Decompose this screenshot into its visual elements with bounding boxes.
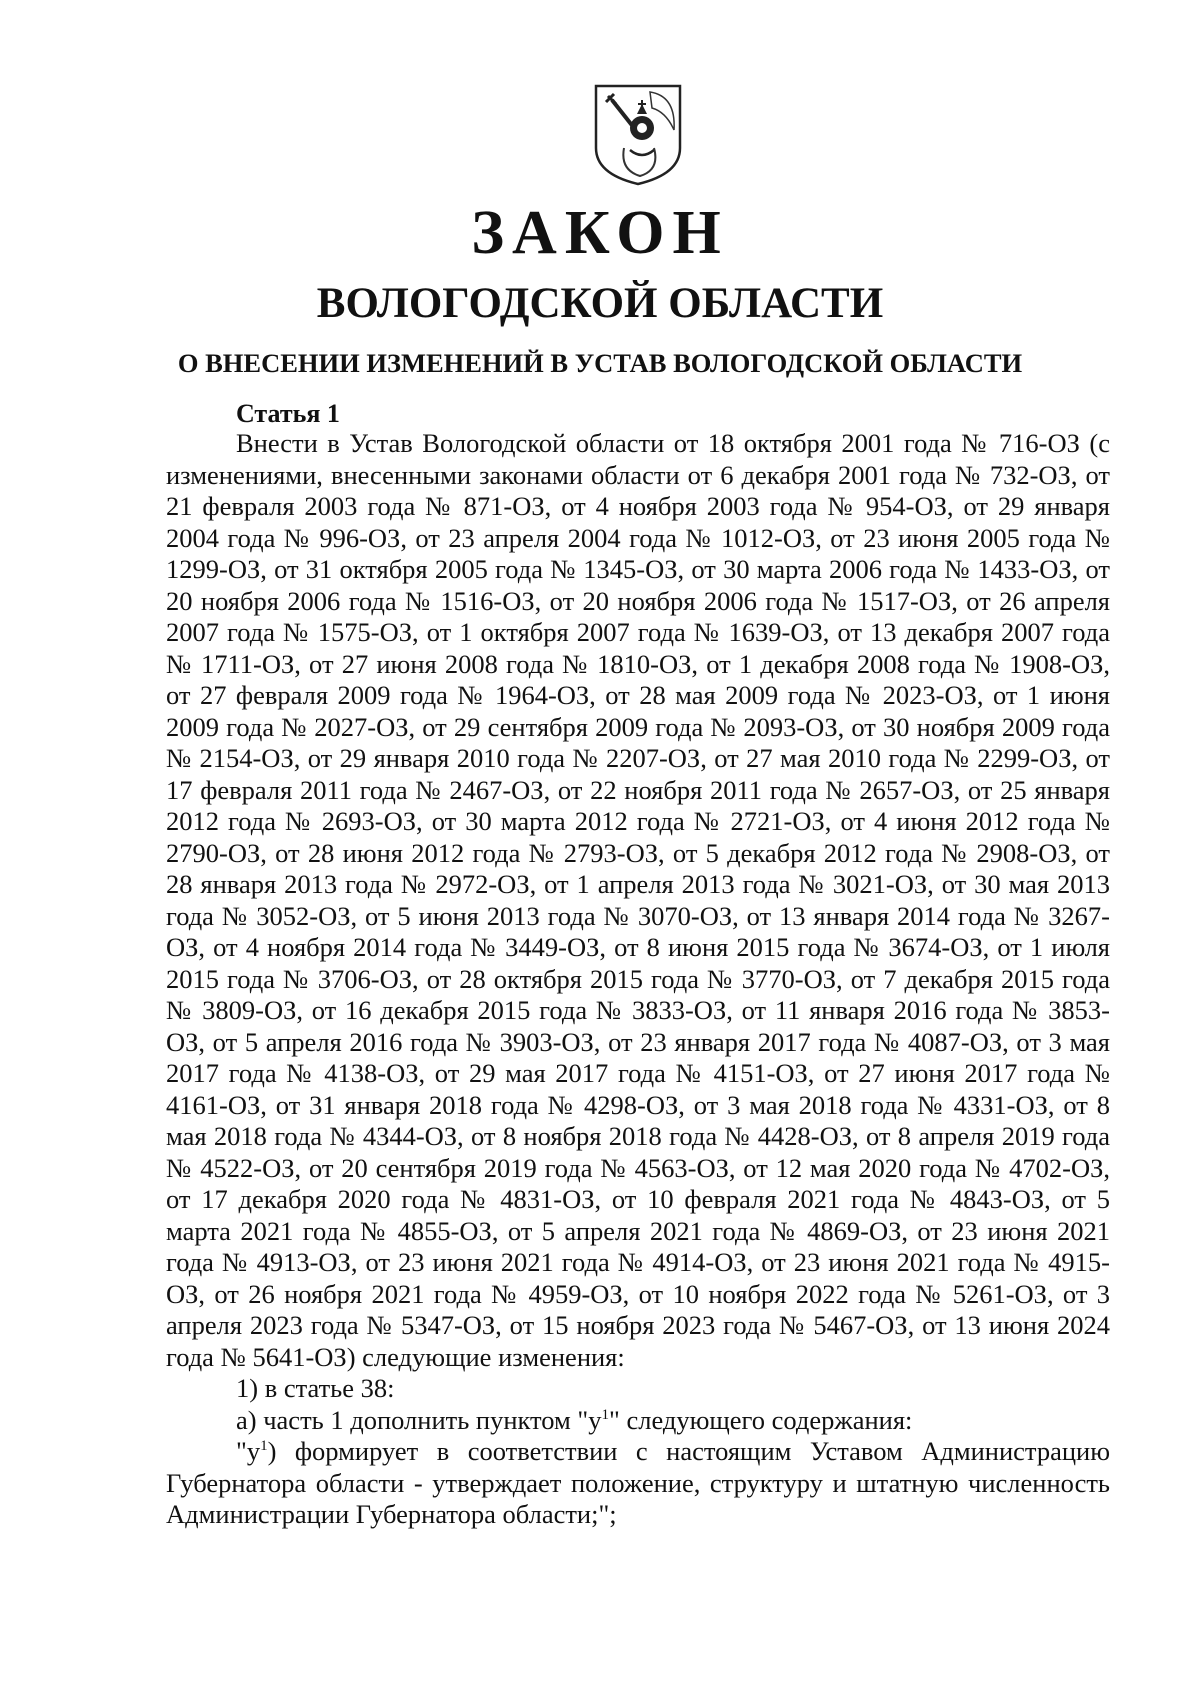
item-1: 1) в статье 38: — [236, 1373, 395, 1403]
law-title: О ВНЕСЕНИИ ИЗМЕНЕНИЙ В УСТАВ ВОЛОГОДСКОЙ ОБЛАСТИ — [177, 348, 1023, 378]
quoted-provision — [166, 1436, 1110, 1531]
quoted-provision-text: ) формирует в соответствии с настоящим Уставом Администрацию Губернатора области - утверждает положение, структуру и штатную численность Администрации Губернатора области;"; — [166, 1436, 1110, 1529]
superscript: 1 — [601, 1406, 610, 1423]
sub-item-a-text: а) часть 1 дополнить пунктом "у — [236, 1404, 602, 1435]
quoted-provision-start: "у — [236, 1436, 261, 1466]
article-intro-paragraph: Внести в Устав Вологодской области от 18 октября 2001 года № 716-ОЗ (с изменениями, внесенными законами области от 6 декабря 2001 года № 732-ОЗ, от 21 февраля 2003 года № 871-ОЗ, от 4 ноября 2003 года № 954-ОЗ, от 29 января 2004 года № 996-ОЗ, от 23 апреля 2004 года № 1012-ОЗ, от 23 июня 2005 года № 1299-ОЗ, от 31 октября 2005 года № 1345-ОЗ, от 30 марта 2006 года № 1433-ОЗ, от 20 ноября 2006 года № 1516-ОЗ, от 20 ноября 2006 года № 1517-ОЗ, от 26 апреля 2007 года № 1575-ОЗ, от 1 октября 2007 года № 1639-ОЗ, от 13 декабря 2007 года № 1711-ОЗ, от 27 июня 2008 года № 1810-ОЗ, от 1 декабря 2008 года № 1908-ОЗ, от 27 февраля 2009 года № 1964-ОЗ, от 28 мая 2009 года № 2023-ОЗ, от 1 июня 2009 года № 2027-ОЗ, от 29 сентября 2009 года № 2093-ОЗ, от 30 ноября 2009 года № 2154-ОЗ, от 29 января 2010 года № 2207-ОЗ, от 27 мая 2010 года № 2299-ОЗ, от 17 февраля 2011 года № 2467-ОЗ, от 22 ноября 2011 года № 2657-ОЗ, от 25 января 2012 года № 2693-ОЗ, от 30 марта 2012 года № 2721-ОЗ, от 4 июня 2012 года № 2790-ОЗ, от 28 июня 2012 года № 2793-ОЗ, от 5 декабря 2012 года № 2908-ОЗ, от 28 января 2013 года № 2972-ОЗ, от 1 апреля 2013 года № 3021-ОЗ, от 30 мая 2013 года № 3052-ОЗ, от 5 июня 2013 года № 3070-ОЗ, от 13 января 2014 года № 3267-ОЗ, от 4 ноября 2014 года № 3449-ОЗ, от 8 июня 2015 года № 3674-ОЗ, от 1 июля 2015 года № 3706-ОЗ, от 28 октября 2015 года № 3770-ОЗ, от 7 декабря 2015 года № 3809-ОЗ, от 16 декабря 2015 года № 3833-ОЗ, от 11 января 2016 года № 3853-ОЗ, от 5 апреля 2016 года № 3903-ОЗ, от 23 января 2017 года № 4087-ОЗ, от 3 мая 2017 года № 4138-ОЗ, от 29 мая 2017 года № 4151-ОЗ, от 27 июня 2017 года № 4161-ОЗ, от 31 января 2018 года № 4298-ОЗ, от 3 мая 2018 года № 4331-ОЗ, от 8 мая 2018 года № 4344-ОЗ, от 8 ноября 2018 года № 4428-ОЗ, от 8 апреля 2019 года № 4522-ОЗ, от 20 сентября 2019 года № 4563-ОЗ, от 12 мая 2020 года № 4702-ОЗ, от 17 декабря 2020 года № 4831-ОЗ, от 10 февраля 2021 года № 4843-ОЗ, от 5 марта 2021 года № 4855-ОЗ, от 5 апреля 2021 года № 4869-ОЗ, от 23 июня 2021 года № 4913-ОЗ, от 23 июня 2021 года № 4914-ОЗ, от 23 июня 2021 года № 4915-ОЗ, от 26 ноября 2021 года № 4959-ОЗ, от 10 ноября 2022 года № 5261-ОЗ, от 3 апреля 2023 года № 5347-ОЗ, от 15 ноября 2023 года № 5467-ОЗ, от 13 июня 2024 года № 5641-ОЗ) следующие изменения: — [166, 428, 1110, 1372]
coat-of-arms-icon — [590, 78, 686, 188]
superscript: 1 — [260, 1438, 268, 1454]
document-title: ЗАКОН — [471, 199, 729, 267]
sub-item-a — [166, 1405, 1110, 1437]
article-body — [166, 428, 1110, 1531]
document-subtitle: ВОЛОГОДСКОЙ ОБЛАСТИ — [316, 280, 884, 327]
article-heading: Статья 1 — [236, 399, 340, 428]
sub-item-a-text-end: " следующего содержания: — [609, 1404, 913, 1435]
